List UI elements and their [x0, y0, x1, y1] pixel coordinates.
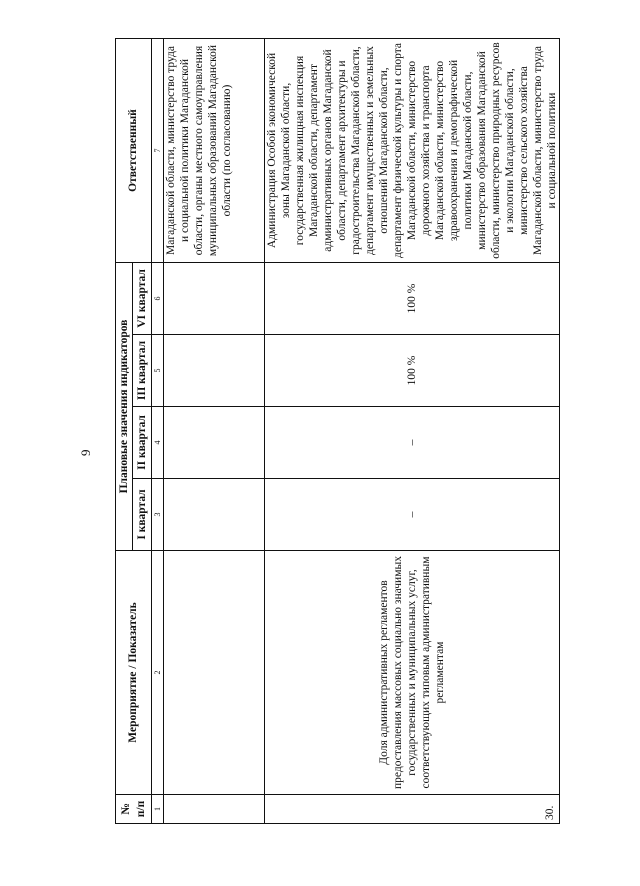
- header-q2: II квартал: [133, 407, 152, 479]
- responsible-text: Магаданской области, министерство труда и социальной политики Магаданской области, органы местного самоуправления муниципальных образований Магаданской области (по согласованию): [164, 39, 265, 263]
- indicators-table: [115, 38, 560, 824]
- col-number: 4: [152, 407, 164, 479]
- value-q2: –: [265, 407, 560, 479]
- col-number: 2: [152, 551, 164, 795]
- header-row-1: [116, 39, 133, 824]
- col-number: 5: [152, 335, 164, 407]
- value-q3: 100 %: [265, 335, 560, 407]
- responsible-text: Администрация Особой экономической зоны Магаданской области, государственная жилищная инспекция Магаданской области, департамент административных органов Магаданской области, департамент архитектуры и градостроительства Магаданской области, департамент имущественных и земельных отношений Магаданской области, департамент физической культуры и спорта Магаданской области, министерство дорожного хозяйства и транспорта Магаданской области, министерство здравоохранения и демографической политики Магаданской области, министерство образования Магаданской области, министерство природных ресурсов и экологии Магаданской области, министерство сельского хозяйства Магаданской области, министерство труда и социальной политики: [265, 39, 560, 263]
- col-number: 6: [152, 263, 164, 335]
- header-responsible: Ответственный: [116, 39, 152, 263]
- col-number: 1: [152, 795, 164, 824]
- header-number: № п/п: [116, 795, 152, 824]
- value-q1: –: [265, 479, 560, 551]
- table-row-30: [265, 39, 560, 824]
- header-plan-values: Плановые значения индикаторов: [116, 263, 133, 551]
- header-q4: VI квартал: [133, 263, 152, 335]
- table-row-continued: [164, 39, 265, 824]
- header-q1: I квартал: [133, 479, 152, 551]
- header-activity: Мероприятие / Показатель: [116, 551, 152, 795]
- indicator-text: Доля административных регламентов предоставления массовых социально значимых государственных и муниципальных услуг, соответствующих типовым административным регламентам: [265, 551, 560, 795]
- header-q3: III квартал: [133, 335, 152, 407]
- col-number: 3: [152, 479, 164, 551]
- value-q4: 100 %: [265, 263, 560, 335]
- column-numbers-row: [152, 39, 164, 824]
- page-number: 9: [78, 449, 93, 456]
- row-number: 30.: [265, 795, 560, 824]
- col-number: 7: [152, 39, 164, 263]
